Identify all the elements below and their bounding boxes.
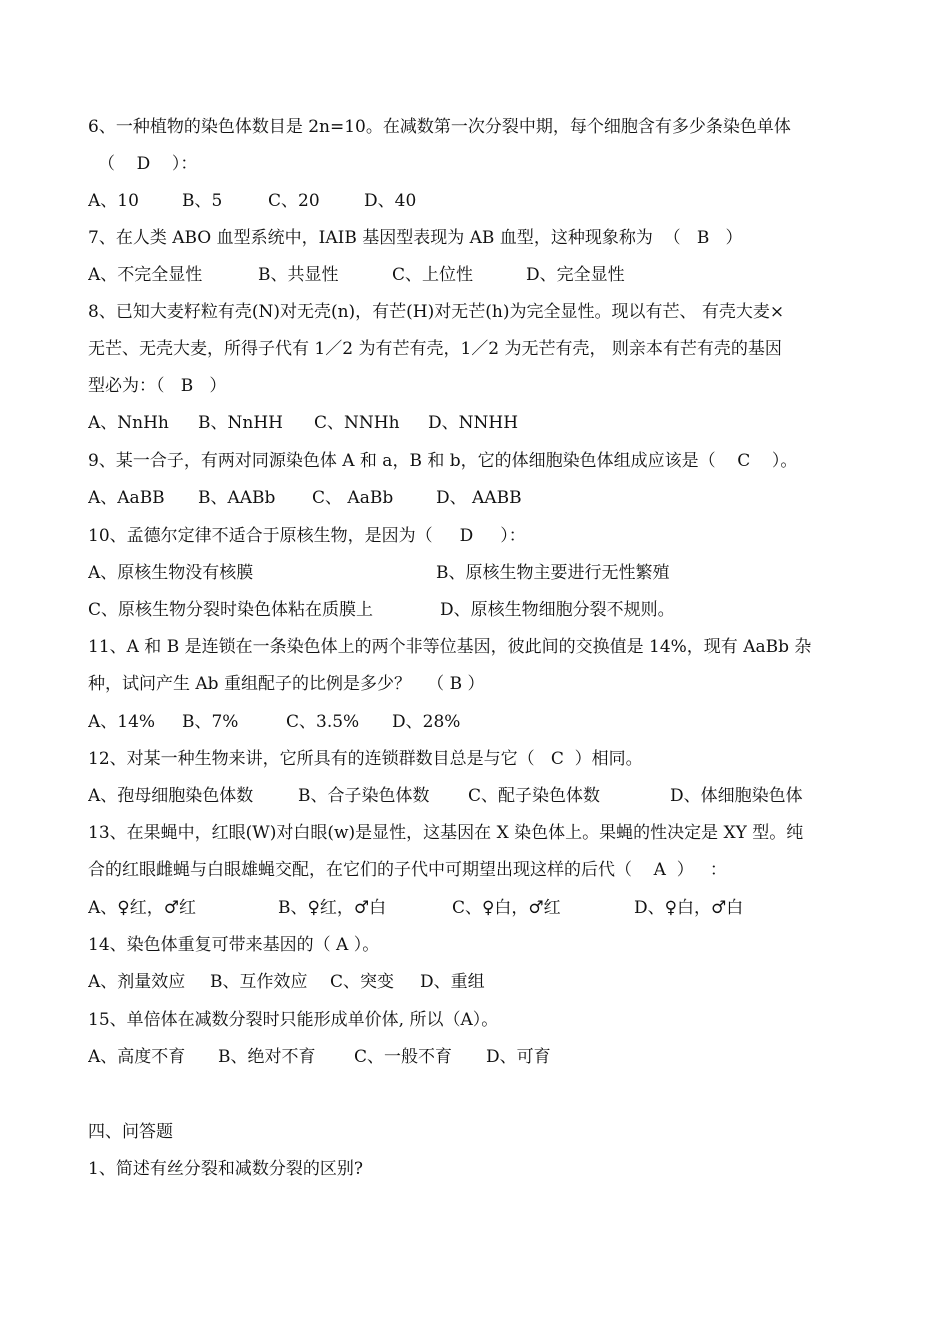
question-8-stem-line1: 8、已知大麦籽粒有壳(N)对无壳(n)，有芒(H)对无芒(h)为完全显性。现以有芒、 有壳大麦× (88, 302, 785, 322)
option-b: B、♀红，♂白 (278, 898, 387, 918)
option-a: A、剂量效应 (88, 972, 186, 992)
option-c: C、原核生物分裂时染色体粘在质膜上 (88, 600, 374, 620)
question-11-stem-line2: 种，试问产生 Ab 重组配子的比例是多少？ （ B ） (88, 674, 485, 694)
option-b: B、互作效应 (210, 972, 308, 992)
question-15-stem: 15、单倍体在减数分裂时只能形成单价体, 所以（A）。 (88, 1010, 499, 1030)
option-c: C、20 (268, 191, 320, 211)
option-a: A、原核生物没有核膜 (88, 563, 254, 583)
option-a: A、不完全显性 (88, 265, 203, 285)
option-a: A、10 (88, 191, 139, 211)
option-a: A、孢母细胞染色体数 (88, 786, 254, 806)
option-b: B、AABb (198, 488, 276, 508)
option-c: C、3.5% (286, 712, 360, 732)
question-13-stem-line2: 合的红眼雌蝇与白眼雄蝇交配，在它们的子代中可期望出现这样的后代（ A ） ： (88, 860, 727, 880)
option-d: D、重组 (420, 972, 485, 992)
option-c: C、 AaBb (312, 488, 394, 508)
option-d: D、NNHH (428, 413, 519, 433)
question-8-stem-line3: 型必为：（ B ） (88, 376, 227, 396)
option-b: B、5 (182, 191, 223, 211)
option-d: D、原核生物细胞分裂不规则。 (440, 600, 675, 620)
option-c: C、上位性 (392, 265, 474, 285)
option-b: B、原核生物主要进行无性繁殖 (436, 563, 670, 583)
option-c: C、一般不育 (354, 1047, 453, 1067)
question-8-stem-line2: 无芒、无壳大麦，所得子代有 1／2 为有芒有壳，1／2 为无芒有壳， 则亲本有芒有壳的基因 (88, 339, 782, 359)
option-d: D、 AABB (436, 488, 522, 508)
question-14-stem: 14、染色体重复可带来基因的（ A ）。 (88, 935, 380, 955)
section-item-1: 1、简述有丝分裂和减数分裂的区别? (88, 1159, 363, 1179)
question-6-stem: 6、一种植物的染色体数目是 2n=10。在减数第一次分裂中期，每个细胞含有多少条染色单体 (88, 117, 791, 137)
option-b: B、7% (182, 712, 239, 732)
option-a: A、♀红，♂红 (88, 898, 196, 918)
option-b: B、共显性 (258, 265, 339, 285)
option-d: D、体细胞染色体 (670, 786, 803, 806)
option-b: B、合子染色体数 (298, 786, 430, 806)
option-d: D、完全显性 (526, 265, 625, 285)
option-d: D、28% (392, 712, 461, 732)
question-7-stem: 7、在人类 ABO 血型系统中，IAIB 基因型表现为 AB 血型，这种现象称为 （ B ） (88, 228, 743, 248)
option-a: A、AaBB (88, 488, 165, 508)
question-9-stem: 9、某一合子，有两对同源染色体 A 和 a，B 和 b，它的体细胞染色体组成应该是（ C ）。 (88, 451, 798, 471)
option-a: A、高度不育 (88, 1047, 186, 1067)
option-a: A、14% (88, 712, 156, 732)
section-heading: 四、问答题 (88, 1122, 173, 1142)
option-d: D、可育 (486, 1047, 551, 1067)
option-d: D、40 (364, 191, 417, 211)
question-13-stem-line1: 13、在果蝇中，红眼(W)对白眼(w)是显性，这基因在 X 染色体上。果蝇的性决定是 XY 型。纯 (88, 823, 804, 843)
option-c: C、配子染色体数 (468, 786, 601, 806)
option-c: C、突变 (330, 972, 395, 992)
option-d: D、♀白，♂白 (634, 898, 744, 918)
question-12-stem: 12、对某一种生物来讲，它所具有的连锁群数目总是与它（ C ）相同。 (88, 749, 643, 769)
question-10-stem: 10、孟德尔定律不适合于原核生物，是因为（ D ）： (88, 526, 526, 546)
question-11-stem-line1: 11、A 和 B 是连锁在一条染色体上的两个非等位基因，彼此间的交换值是 14%，现有 AaBb 杂 (88, 637, 812, 657)
option-b: B、NnHH (198, 413, 283, 433)
question-6-answer-bracket: （ D ）： (98, 154, 198, 174)
option-c: C、♀白，♂红 (452, 898, 561, 918)
option-c: C、NNHh (314, 413, 400, 433)
option-a: A、NnHh (88, 413, 169, 433)
option-b: B、绝对不育 (218, 1047, 316, 1067)
